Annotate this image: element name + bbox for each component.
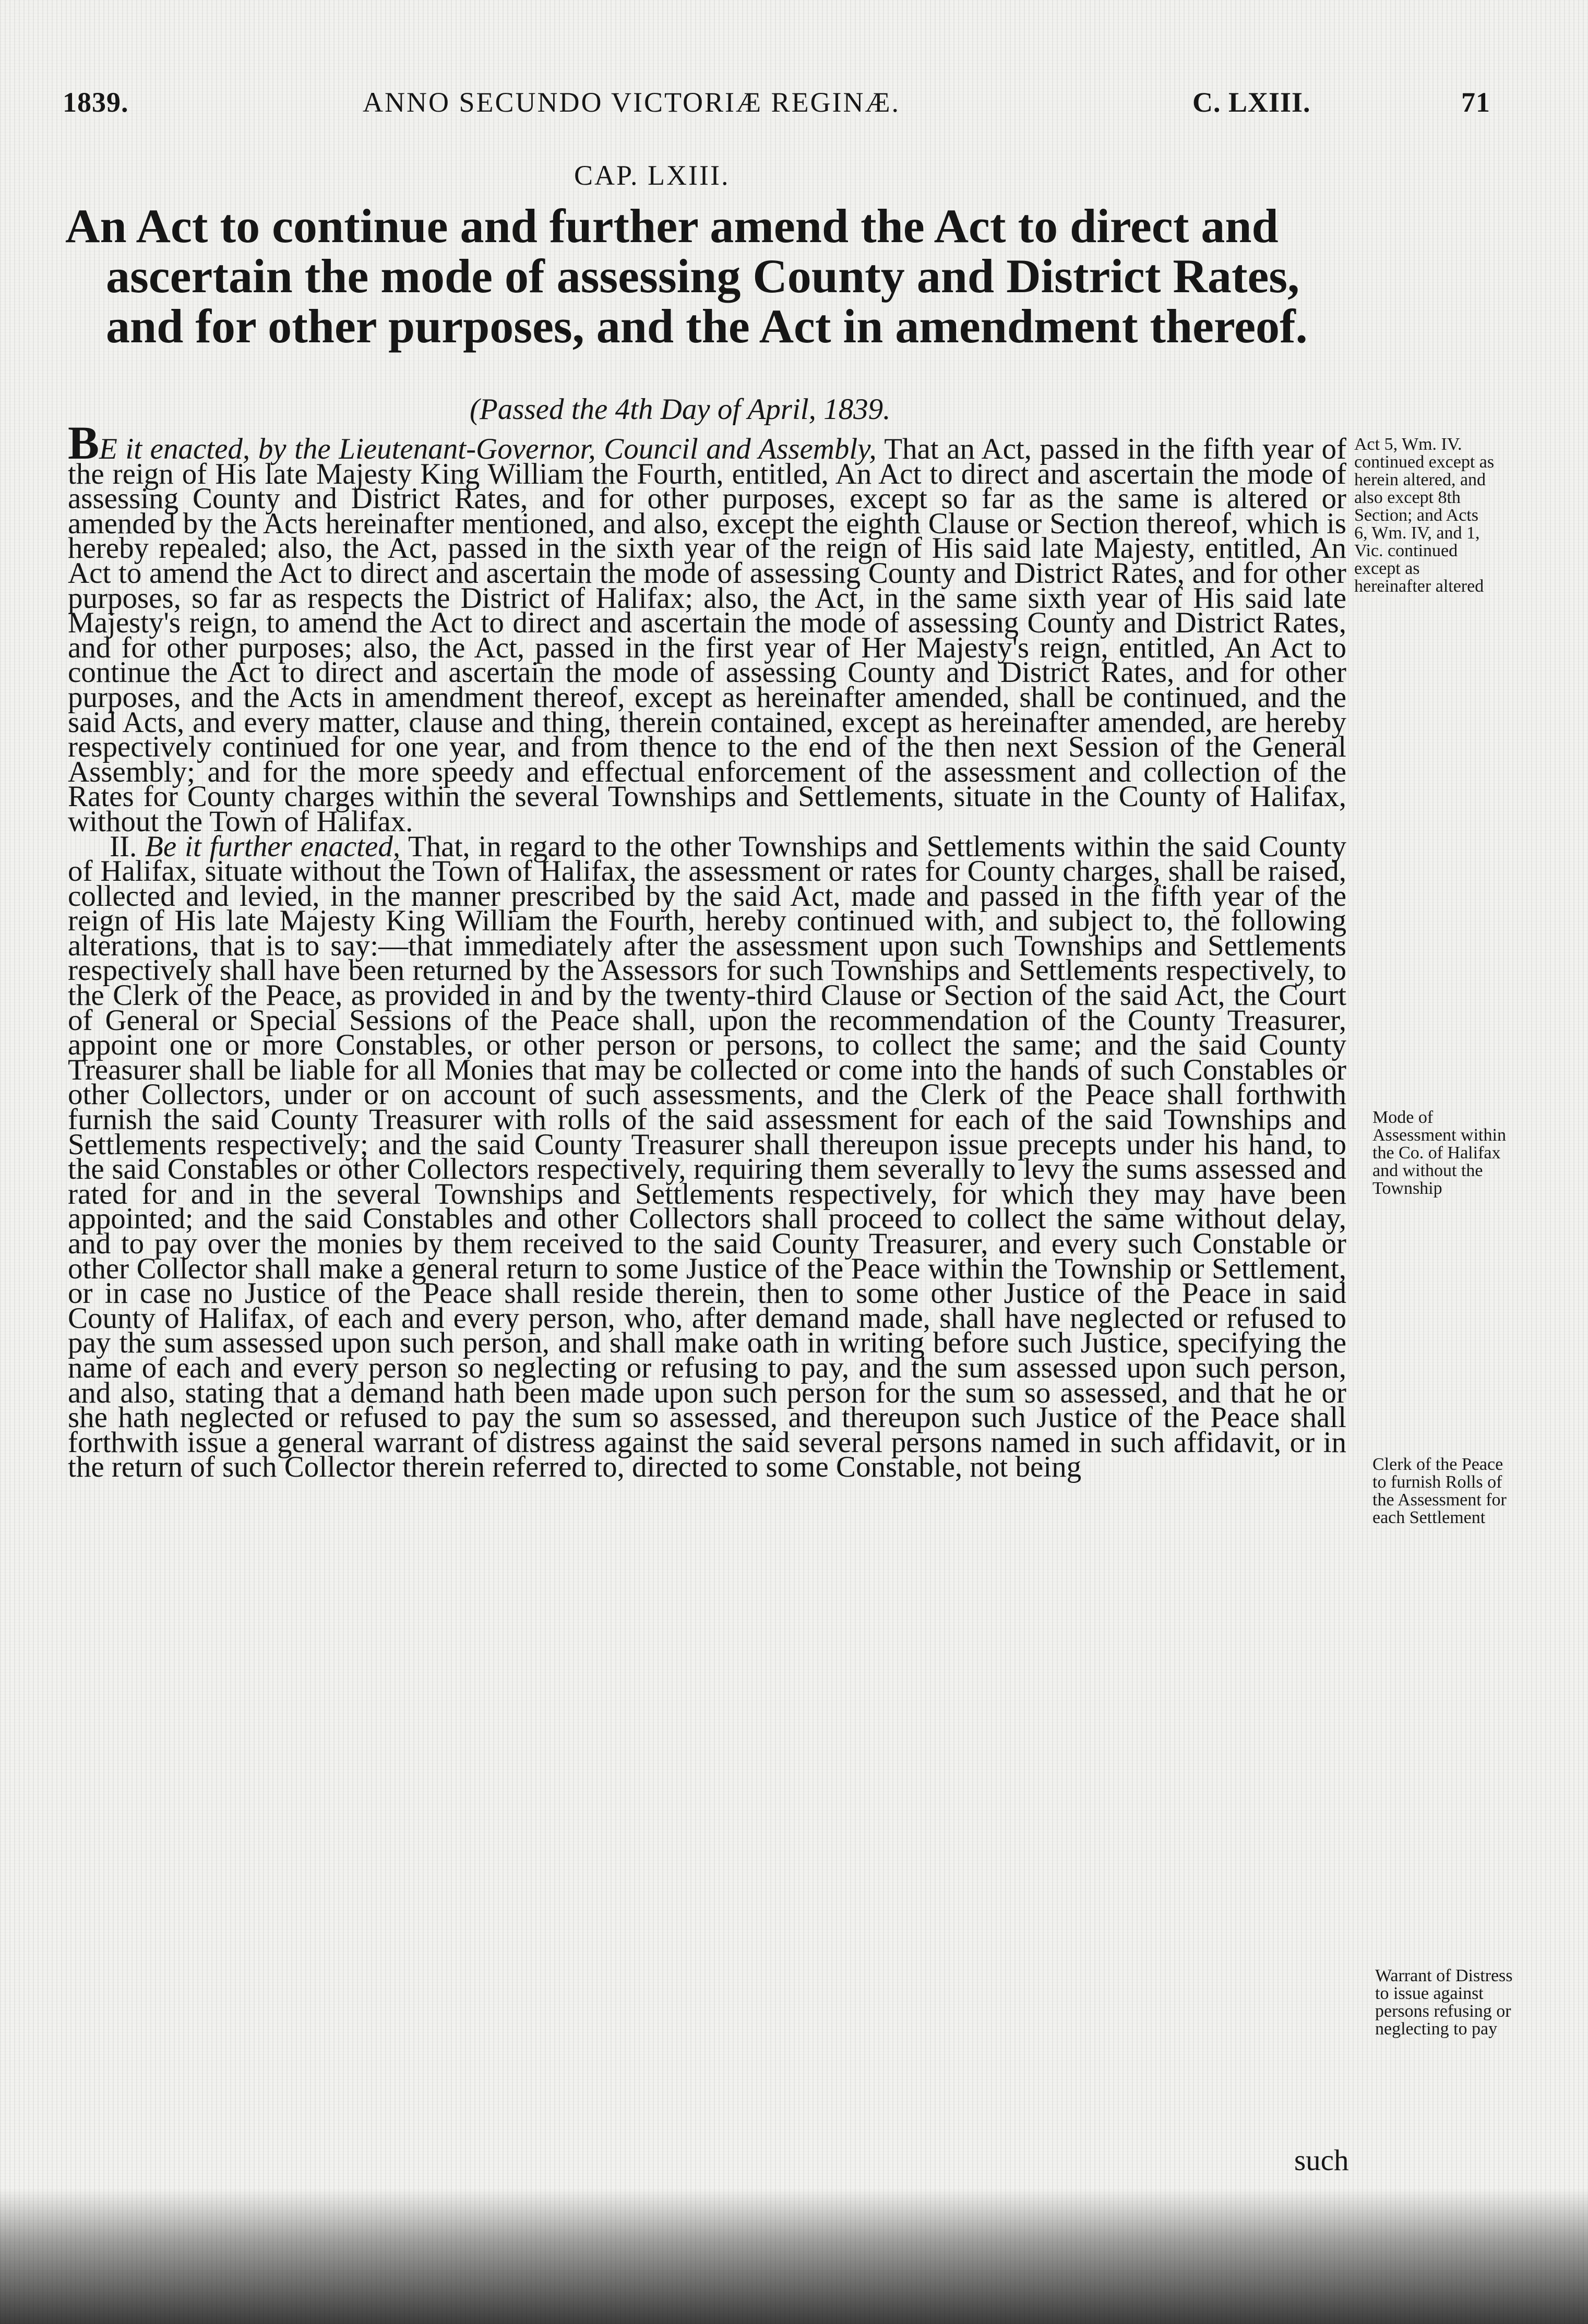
running-head-year: 1839. <box>63 87 129 118</box>
catchword: such <box>1294 2144 1349 2177</box>
running-head-title: ANNO SECUNDO VICTORIÆ REGINÆ. <box>363 87 901 118</box>
passed-date: (Passed the 4th Day of April, 1839. <box>470 393 891 426</box>
drop-initial: B <box>68 417 100 469</box>
act-title: An Act to continue and further amend the Act to direct and ascertain the mode of assessing County and District Rates, and for other purposes, and the Act in amendment thereof. <box>65 199 1308 353</box>
running-head-chapter: C. LXIII. <box>1192 87 1311 118</box>
section-2-enacting-words: Be it further enacted, <box>145 830 401 863</box>
chapter-heading: CAP. LXIII. <box>574 160 730 191</box>
running-head <box>63 86 1513 128</box>
page-number: 71 <box>1461 87 1490 118</box>
section-2-text: That, in regard to the other Townships and Settlements within the said County of Halifax, situate without the Town of Halifax, the assessment or rates for County charges, shall be raised, collected and levied, in the manner prescribed by the said Act, made and passed in the fifth year of the reign of His late Majesty King William the Fourth, hereby continued with, and subject to, the following alterations, that is to say:—that immediately after the assessment upon such Townships and Settlements respectively shall have been returned by the Assessors for such Townships and Settlements respectively, to the Clerk of the Peace, as provided in and by the twenty-third Clause or Section of the said Act, the Court of General or Special Sessions of the Peace shall, upon the recommendation of the County Treasurer, appoint one or more Constables, or other person or persons, to collect the same; and the said County Treasurer shall be liable for all Monies that may be collected or come into the hands of such Constables or other Collectors, under or on account of such assessments, and the Clerk of the Peace shall forthwith furnish the said County Treasurer with rolls of the said assessment for each of the said Townships and Settlements respectively; and the said County Treasurer shall thereupon issue precepts under his hand, to the said Constables or other Collectors respectively, requiring them severally to levy the sums assessed and rated for and in the several Townships and Settlements respectively, for which they may have been appointed; and the said Constables and other Collectors shall proceed to collect the same without delay, and to pay over the monies by them received to the said County Treasurer, and every such Constable or other Collector shall make a general return to some Justice of the Peace within the Township or Settlement, or in case no Justice of the Peace shall reside therein, then to some other Justice of the Peace in said County of Halifax, of each and every person, who, after demand made, shall have neglected or refused to pay the sum assessed upon such person, and shall make oath in writing before such Justice, specifying the name of each and every person so neglecting or refusing to pay, and the sum assessed upon such person, and also, stating that a demand hath been made upon such person for the sum so assessed, and that he or she hath neglected or refused to pay the sum so assessed, and thereupon such Justice of the Peace shall forthwith issue a general warrant of distress against the said several persons named in such affidavit, or in the return of such Collector therein referred to, directed to some Constable, not being <box>68 830 1346 1484</box>
section-2 <box>68 830 1346 1484</box>
marginal-note: Warrant of Distress to issue against persons refusing or neglecting to pay <box>1375 1966 1513 2039</box>
act-body <box>68 417 1346 1484</box>
marginal-note: Act 5, Wm. IV. continued except as herein altered, and also except 8th Section; and Acts 6, Wm. IV, and 1, Vic. continued except as hereinafter altered <box>1354 435 1495 596</box>
section-1-text: That an Act, passed in the fifth year of the reign of His late Majesty King William the Fourth, entitled, An Act to direct and ascertain the mode of assessing County and District Rates, and for other purposes, except so far as the same is altered or amended by the Acts hereinafter mentioned, and also, except the eighth Clause or Section thereof, which is hereby repealed; also, the Act, passed in the sixth year of the reign of His said late Majesty, entitled, An Act to amend the Act to direct and ascertain the mode of assessing County and District Rates, and for other purposes, so far as respects the District of Halifax; also, the Act, in the same sixth year of His said late Majesty's reign, to amend the Act to direct and ascertain the mode of assessing County and District Rates, and for other purposes; also, the Act, passed in the first year of Her Majesty's reign, entitled, An Act to continue the Act to direct and ascertain the mode of assessing County and District Rates, and for other purposes, and the Acts in amendment thereof, except as hereinafter amended, shall be continued, and the said Acts, and every matter, clause and thing, therein contained, except as hereinafter amended, are hereby respectively continued for one year, and from thence to the end of the then next Session of the General Assembly; and for the more speedy and effectual enforcement of the assessment and collection of the Rates for County charges within the several Townships and Settlements, situate in the County of Halifax, without the Town of Halifax. <box>68 433 1346 838</box>
marginal-note: Clerk of the Peace to furnish Rolls of the Assessment for each Settlement <box>1372 1455 1507 1527</box>
marginal-note: Mode of Assessment within the Co. of Halifax and without the Township <box>1372 1108 1506 1198</box>
section-1-enacting-words: E it enacted, by the Lieutenant-Governor, Council and Assembly, <box>99 433 877 465</box>
section-2-number: II. <box>110 830 137 863</box>
section-1 <box>68 417 1346 838</box>
